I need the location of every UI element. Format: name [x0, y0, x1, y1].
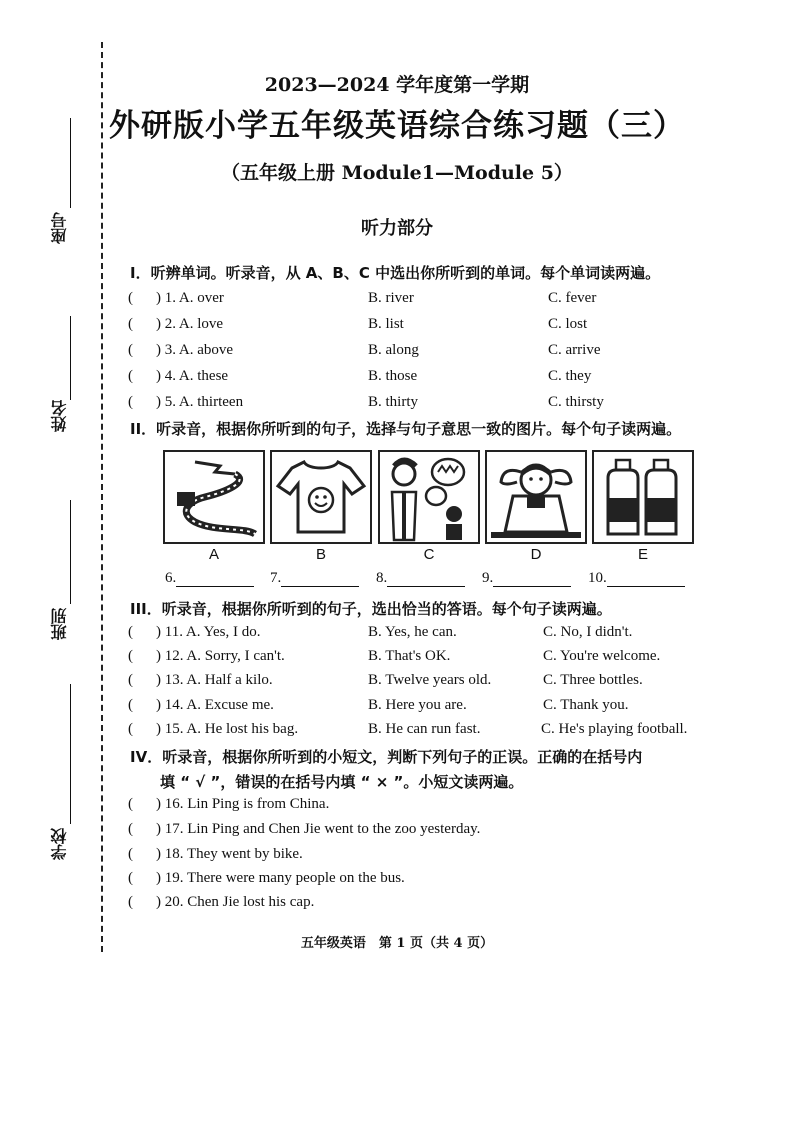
option-b: B. He can run fast. — [368, 721, 481, 737]
exam-title: 外研版小学五年级英语综合练习题（三） — [109, 108, 685, 144]
answer-paren[interactable]: ( — [128, 821, 133, 837]
class-field-line[interactable] — [70, 500, 71, 604]
option-c: C. You're welcome. — [543, 648, 661, 664]
option-a: ) 3. A. above — [156, 342, 234, 358]
blank-number: 9. — [482, 570, 494, 586]
option-b: B. those — [368, 368, 418, 384]
answer-paren[interactable]: ( — [128, 342, 133, 358]
section-title: 听力部分 — [361, 218, 433, 239]
girl-icon — [487, 452, 585, 542]
answer-paren[interactable]: ( — [128, 697, 133, 713]
school-year: 2023—2024 学年度第一学期 — [264, 74, 530, 96]
picture-a-label: A — [208, 546, 219, 563]
blank-number: 7. — [270, 570, 282, 586]
option-a: ) 14. A. Excuse me. — [156, 697, 274, 713]
question-row-5 — [128, 394, 728, 416]
answer-paren[interactable]: ( — [128, 846, 133, 862]
question-row-14 — [128, 697, 728, 719]
answer-paren[interactable]: ( — [128, 624, 133, 640]
option-b: B. thirty — [368, 394, 419, 410]
question-row-1 — [128, 290, 728, 312]
statement: ) 16. Lin Ping is from China. — [156, 796, 330, 812]
question-row-2 — [128, 316, 728, 338]
answer-blank-9[interactable] — [482, 570, 571, 587]
blank-number: 8. — [376, 570, 388, 586]
picture-b-label: B — [315, 546, 326, 563]
answer-paren[interactable]: ( — [128, 394, 133, 410]
part2-heading: II．听录音，根据你所听到的句子，选择与句子意思一致的图片。每个句子读两遍。 — [130, 420, 682, 438]
answer-paren[interactable]: ( — [128, 290, 133, 306]
option-c: C. lost — [548, 316, 588, 332]
answer-paren[interactable]: ( — [128, 672, 133, 688]
tf-row-16 — [128, 796, 728, 818]
picture-b[interactable] — [270, 450, 372, 544]
picture-e-label: E — [637, 546, 648, 563]
answer-paren[interactable]: ( — [128, 894, 133, 910]
question-row-13 — [128, 672, 728, 694]
option-b: B. That's OK. — [368, 648, 451, 664]
snake-icon — [165, 452, 263, 542]
statement: ) 20. Chen Jie lost his cap. — [156, 894, 315, 910]
option-b: B. Yes, he can. — [368, 624, 457, 640]
answer-paren[interactable]: ( — [128, 368, 133, 384]
question-row-11 — [128, 624, 728, 646]
exam-subtitle: （五年级上册 Module1—Module 5） — [221, 162, 573, 184]
picture-c[interactable] — [378, 450, 480, 544]
bottles-icon — [594, 452, 692, 542]
option-a: ) 13. A. Half a kilo. — [156, 672, 273, 688]
option-c: C. arrive — [548, 342, 601, 358]
answer-blank-7[interactable] — [270, 570, 359, 587]
answer-blank-8[interactable] — [376, 570, 465, 587]
picture-c-label: C — [423, 546, 435, 563]
tshirt-icon — [272, 452, 370, 542]
seat-label: 座号 — [50, 212, 69, 244]
option-a: ) 15. A. He lost his bag. — [156, 721, 299, 737]
option-b: B. along — [368, 342, 419, 358]
tf-row-18 — [128, 846, 728, 868]
statement: ) 17. Lin Ping and Chen Jie went to the zoo yesterday. — [156, 821, 481, 837]
question-row-3 — [128, 342, 728, 364]
option-c: C. Three bottles. — [543, 672, 643, 688]
statement: ) 18. They went by bike. — [156, 846, 303, 862]
option-a: ) 5. A. thirteen — [156, 394, 244, 410]
blank-number: 10. — [588, 570, 607, 586]
option-a: ) 11. A. Yes, I do. — [156, 624, 261, 640]
school-field-line[interactable] — [70, 684, 71, 824]
option-c: C. He's playing football. — [541, 721, 688, 737]
tf-row-17 — [128, 821, 728, 843]
page-footer: 五年级英语 第 1 页（共 4 页） — [300, 936, 494, 951]
name-field-line[interactable] — [70, 316, 71, 400]
tf-row-19 — [128, 870, 728, 892]
option-c: C. fever — [548, 290, 597, 306]
part1-heading: I．听辨单词。听录音，从 A、B、C 中选出你所听到的单词。每个单词读两遍。 — [130, 264, 661, 282]
question-row-4 — [128, 368, 728, 390]
part4-heading-line2: 填 “ √ ”，错误的在括号内填 “ × ”。小短文读两遍。 — [160, 773, 524, 791]
option-a: ) 12. A. Sorry, I can't. — [156, 648, 285, 664]
option-a: ) 2. A. love — [156, 316, 224, 332]
class-label: 班别 — [50, 608, 69, 640]
option-c: C. Thank you. — [543, 697, 629, 713]
picture-d-label: D — [530, 546, 542, 563]
answer-paren[interactable]: ( — [128, 796, 133, 812]
answer-paren[interactable]: ( — [128, 721, 133, 737]
option-b: B. list — [368, 316, 404, 332]
option-c: C. they — [548, 368, 592, 384]
part4-heading-line1: IV．听录音，根据你所听到的小短文，判断下列句子的正误。正确的在括号内 — [130, 748, 643, 766]
option-b: B. Here you are. — [368, 697, 467, 713]
option-b: B. river — [368, 290, 414, 306]
question-row-15 — [128, 721, 728, 743]
answer-blank-6[interactable] — [165, 570, 254, 587]
part3-heading: III．听录音，根据你所听到的句子，选出恰当的答语。每个句子读两遍。 — [130, 600, 612, 618]
answer-blank-10[interactable] — [588, 570, 685, 587]
answer-paren[interactable]: ( — [128, 316, 133, 332]
statement: ) 19. There were many people on the bus. — [156, 870, 405, 886]
option-c: C. thirsty — [548, 394, 604, 410]
picture-d[interactable] — [485, 450, 587, 544]
people-talking-icon — [380, 452, 478, 542]
answer-paren[interactable]: ( — [128, 870, 133, 886]
option-c: C. No, I didn't. — [543, 624, 633, 640]
picture-a[interactable] — [163, 450, 265, 544]
option-a: ) 4. A. these — [156, 368, 229, 384]
tf-row-20 — [128, 894, 728, 916]
option-b: B. Twelve years old. — [368, 672, 492, 688]
school-label: 学校 — [50, 828, 69, 860]
answer-paren[interactable]: ( — [128, 648, 133, 664]
picture-e[interactable] — [592, 450, 694, 544]
blank-number: 6. — [165, 570, 177, 586]
option-a: ) 1. A. over — [156, 290, 224, 306]
name-label: 姓名 — [50, 400, 69, 432]
question-row-12 — [128, 648, 728, 670]
